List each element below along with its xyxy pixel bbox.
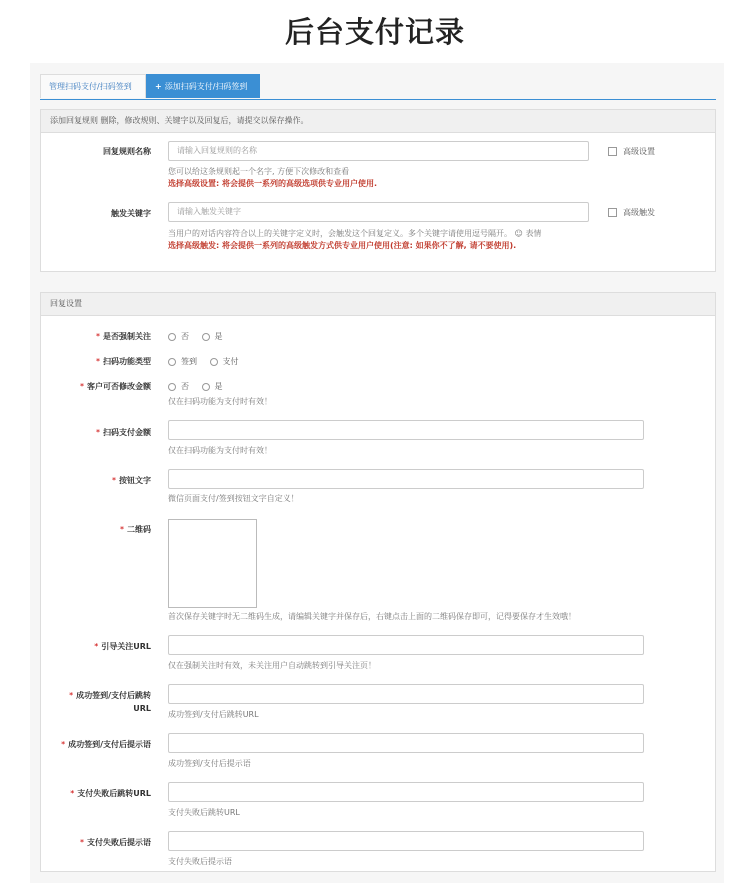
option-label: 支付 (222, 357, 239, 366)
tab-add[interactable] (146, 74, 260, 98)
success-url-label (41, 689, 151, 715)
edit-amount-label (41, 381, 151, 392)
fail-tip-label (41, 837, 151, 848)
fail-tip-label-text: 支付失败后提示语 (87, 838, 151, 847)
option-label: 是 (214, 332, 223, 341)
radio-icon (210, 358, 218, 366)
required-mark: * (120, 525, 124, 534)
fail-url-label-text: 支付失败后跳转URL (77, 789, 151, 798)
success-tip-help: 成功签到/支付后提示语 (168, 759, 251, 768)
guide-url-help: 仅在强制关注时有效，未关注用户自动跳转到引导关注页！ (168, 661, 376, 670)
keyword-help (168, 228, 541, 239)
required-mark: * (80, 838, 84, 847)
radio-icon (202, 333, 210, 341)
fail-url-help: 支付失败后跳转URL (168, 808, 240, 817)
radio-icon (202, 383, 210, 391)
qrcode-image[interactable] (168, 519, 257, 608)
rule-panel (40, 109, 716, 272)
button-text-help: 微信页面支付/签到按钮文字自定义！ (168, 494, 299, 503)
required-mark: * (69, 691, 74, 700)
func-type-label (41, 356, 151, 367)
keyword-input[interactable]: 请输入触发关键字 (168, 202, 589, 222)
required-mark: * (96, 332, 100, 341)
pay-amount-label-text: 扫码支付金额 (103, 428, 151, 437)
success-url-help: 成功签到/支付后跳转URL (168, 710, 259, 719)
option-label: 否 (181, 332, 189, 341)
qrcode-label (41, 524, 151, 535)
checkbox-icon (608, 147, 617, 156)
advanced-trigger-checkbox[interactable] (608, 207, 655, 218)
success-url-label-line2: URL (133, 704, 151, 713)
option-label: 签到 (181, 357, 197, 366)
button-text-label-text: 按钮文字 (119, 476, 151, 485)
force-follow-label-text: 是否强制关注 (103, 332, 151, 341)
rule-name-input[interactable]: 请输入回复规则的名称 (168, 141, 589, 161)
qrcode-label-text: 二维码 (127, 525, 151, 534)
edit-amount-no[interactable] (168, 382, 189, 391)
force-follow-radios (168, 331, 233, 342)
pay-amount-input[interactable] (168, 420, 644, 440)
success-tip-label (41, 739, 151, 750)
guide-url-label (41, 641, 151, 652)
required-mark: * (70, 789, 75, 798)
fail-tip-input[interactable] (168, 831, 644, 851)
required-mark: * (94, 642, 99, 651)
checkbox-icon (608, 208, 617, 217)
required-mark: * (80, 382, 84, 391)
keyword-help-red: 选择高级触发: 将会提供一系列的高级触发方式供专业用户使用(注意: 如果你不了解, 请不要使用). (168, 241, 517, 250)
rule-name-help: 您可以给这条规则起一个名字, 方便下次修改和查看 (168, 167, 350, 176)
button-text-input[interactable] (168, 469, 644, 489)
func-type-checkin[interactable] (168, 357, 197, 366)
edit-amount-help: 仅在扫码功能为支付时有效！ (168, 397, 272, 406)
advanced-settings-checkbox[interactable] (608, 146, 655, 157)
force-follow-label (41, 331, 151, 342)
emoji-link[interactable]: 表情 (525, 229, 542, 238)
tab-add-label: 添加扫码支付/扫码签到 (164, 82, 248, 91)
required-mark: * (96, 357, 100, 366)
option-label: 否 (181, 382, 189, 391)
radio-icon (168, 383, 176, 391)
guide-url-label-text: 引导关注URL (101, 642, 151, 651)
force-follow-no[interactable] (168, 332, 189, 341)
success-tip-label-text: 成功签到/支付后提示语 (68, 740, 151, 749)
fail-tip-help: 支付失败后提示语 (168, 857, 232, 866)
advanced-settings-label: 高级设置 (623, 147, 655, 156)
pay-amount-help: 仅在扫码功能为支付时有效！ (168, 446, 272, 455)
admin-shell (30, 63, 724, 883)
success-tip-input[interactable] (168, 733, 644, 753)
tab-manage[interactable]: 管理扫码支付/扫码签到 (40, 74, 146, 98)
keyword-help-text: 当用户的对话内容符合以上的关键字定义时，会触发这个回复定义。多个关键字请使用逗号隔开。 (168, 229, 512, 238)
emoji-icon[interactable]: ☺ (514, 229, 523, 238)
pay-amount-label (41, 427, 151, 438)
success-url-label-line1: 成功签到/支付后跳转 (76, 691, 151, 700)
option-label: 是 (214, 382, 223, 391)
edit-amount-label-text: 客户可否修改金额 (87, 382, 151, 391)
fail-url-label (41, 788, 151, 799)
qrcode-help: 首次保存关键字时无二维码生成，请编辑关键字并保存后，右键点击上面的二维码保存即可，记得要保存才生效哦！ (168, 612, 576, 621)
required-mark: * (112, 476, 116, 485)
guide-url-input[interactable] (168, 635, 644, 655)
plus-icon: + (155, 82, 162, 91)
rule-panel-heading: 添加回复规则 删除，修改规则、关键字以及回复后，请提交以保存操作。 (41, 110, 715, 133)
tab-bar (40, 74, 716, 100)
radio-icon (168, 358, 176, 366)
page-title: 后台支付记录 (284, 15, 465, 49)
fail-url-input[interactable] (168, 782, 644, 802)
force-follow-yes[interactable] (202, 332, 223, 341)
required-mark: * (61, 740, 66, 749)
button-text-label (41, 475, 151, 486)
reply-settings-heading: 回复设置 (41, 293, 715, 316)
edit-amount-radios (168, 381, 233, 392)
advanced-trigger-label: 高级触发 (623, 208, 655, 217)
reply-settings-panel (40, 292, 716, 872)
func-type-radios (168, 356, 249, 367)
required-mark: * (96, 428, 100, 437)
keyword-label: 触发关键字 (111, 209, 151, 218)
rule-name-label: 回复规则名称 (103, 147, 151, 156)
success-url-input[interactable] (168, 684, 644, 704)
func-type-label-text: 扫码功能类型 (103, 357, 151, 366)
edit-amount-yes[interactable] (202, 382, 223, 391)
radio-icon (168, 333, 176, 341)
rule-name-help-red: 选择高级设置: 将会提供一系列的高级选项供专业用户使用. (168, 179, 378, 188)
func-type-pay[interactable] (210, 357, 239, 366)
